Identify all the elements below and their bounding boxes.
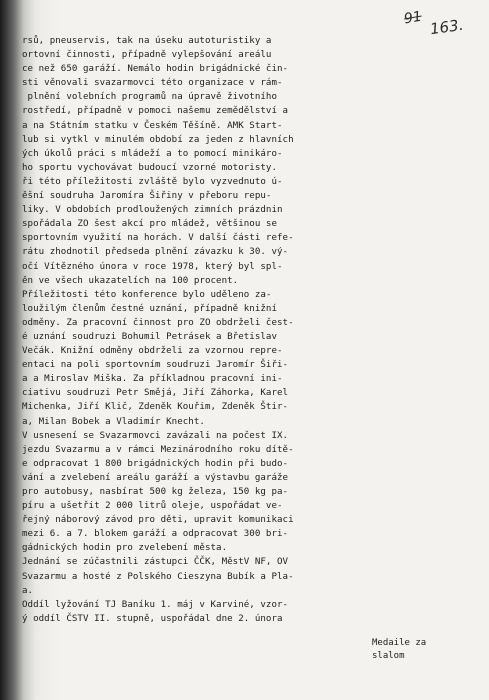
text-line: a na Státním statku v Českém Těšíně. AMK Start- xyxy=(22,120,283,131)
text-line: rsů, pneuservis, tak na úseku autoturistiky a xyxy=(22,36,272,46)
text-line: spořádala ZO šest akcí pro mládež, většinou se xyxy=(22,219,278,230)
text-line: plnění volebních programů na úpravě životního xyxy=(22,92,278,103)
text-line: Oddíl lyžování TJ Baníku 1. máj v Karviné, vzor- xyxy=(22,599,289,610)
margin-note-line: slalom xyxy=(372,650,405,661)
text-line: ři této příležitosti zvláště bylo vyzvednuto ú- xyxy=(22,176,283,187)
text-line: a. xyxy=(22,585,34,596)
typewritten-body xyxy=(22,34,362,626)
text-line: řejný náborový závod pro děti, upravit komunikaci xyxy=(22,515,294,526)
text-line: V usnesení se Svazarmovci zavázali na počest IX. xyxy=(22,430,289,441)
text-line: pro autobusy, nasbírat 500 kg železa, 150 kg pa- xyxy=(22,487,289,497)
text-line: jezdu Svazarmu a v rámci Mezinárodního roku dítě- xyxy=(22,444,294,455)
text-line: Jednání se zúčastnili zástupci ČČK, MěstV NF, OV xyxy=(22,557,289,568)
text-line: ěšní soudruha Jaromíra Šiřiny v přeboru repu- xyxy=(22,191,272,202)
text-line: Svazarmu a hosté z Polského Cieszyna Bubík a Pla- xyxy=(22,571,294,582)
page-number-stamp xyxy=(400,8,470,40)
text-line: sportovním využití na horách. V další části refe- xyxy=(22,233,294,244)
text-line: rostředí, případně v pomoci našemu zemědělství a xyxy=(22,106,289,117)
text-line: loužilým členům čestné uznání, případně knižní xyxy=(22,303,278,314)
crossed-page-number: 91 xyxy=(402,8,424,28)
text-line: rátu zhodnotil předseda plnění závazku k 30. vý- xyxy=(22,247,289,258)
text-line: liky. V obdobích prodloužených zimních prázdnin xyxy=(22,205,283,216)
text-line: mezi 6. a 7. blokem garáží a odpracovat 300 bri- xyxy=(22,529,289,540)
text-line: ciativu soudruzi Petr Smějá, Jiří Záhorka, Karel xyxy=(22,388,289,399)
margin-note-line: Medaile za xyxy=(372,638,427,648)
text-line: očí Vítězného února v roce 1978, který byl spl- xyxy=(22,261,283,272)
text-line: ěn ve všech ukazatelích na 100 procent. xyxy=(22,275,239,286)
text-line: vání a zvelebení areálu garáží a výstavbu garáže xyxy=(22,472,289,483)
text-line: ý oddíl ČSTV II. stupně, uspořádal dne 2. února xyxy=(22,613,283,624)
margin-note xyxy=(372,637,482,662)
text-line: sti věnovali svazarmovci této organizace v rám- xyxy=(22,78,283,89)
text-line: píru a ušetřit 2 000 litrů oleje, uspořádat ve- xyxy=(22,501,283,512)
text-line: a a Miroslav Miška. Za příkladnou pracovní ini- xyxy=(22,374,283,385)
text-line: Michenka, Jiří Klič, Zdeněk Kouřim, Zdeněk Štir- xyxy=(22,402,289,413)
text-line: é uznání soudruzi Bohumil Petrásek a Břetislav xyxy=(22,331,278,342)
text-line: a, Milan Bobek a Vladimír Knecht. xyxy=(22,416,205,427)
text-line: ho sportu vychovávat budoucí vzorné motoristy. xyxy=(22,162,278,173)
text-line: entaci na poli sportovním soudruzi Jaromír Šiři- xyxy=(22,360,289,371)
text-line: e odpracovat 1 800 brigádnických hodin při budo- xyxy=(22,458,289,469)
text-line: gádnických hodin pro zvelebení města. xyxy=(22,543,228,554)
text-line: lub si vytkl v minulém období za jeden z hlavních xyxy=(22,134,294,145)
text-line: odměny. Za pracovní činnost pro ZO obdrželi čest- xyxy=(22,317,294,328)
text-line: Příležitosti této konference bylo uděleno za- xyxy=(22,289,272,300)
text-line: ortovní činnosti, případně vylepšování areálu xyxy=(22,50,272,61)
text-line: Večák. Knižní odměny obdrželi za vzornou repre- xyxy=(22,346,283,357)
page-number: 163. xyxy=(428,15,465,39)
text-line: ých úkolů práci s mládeží a to pomocí minikáro- xyxy=(22,148,283,159)
text-line: ce než 650 garáží. Nemálo hodin brigádnické čin- xyxy=(22,64,289,75)
